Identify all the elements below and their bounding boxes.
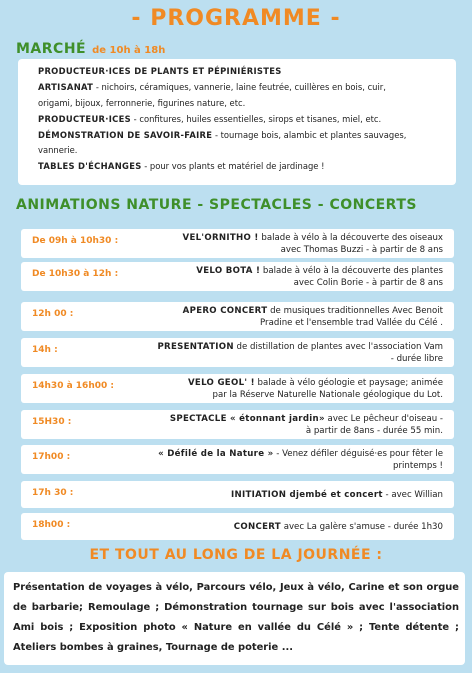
schedule-row: [21, 229, 454, 258]
market-line-text: vannerie.: [38, 145, 78, 155]
schedule-time: 17h 30 :: [32, 488, 74, 498]
programme-title: - PROGRAMME -: [131, 6, 341, 31]
schedule-description: [93, 377, 443, 401]
market-line-text: - nichoirs, céramiques, vannerie, laine feutrée, cuillères en bois, cuir,: [93, 82, 386, 92]
schedule-row: [21, 338, 454, 367]
market-line-text: origami, bijoux, ferronnerie, figurines nature, etc.: [38, 98, 246, 108]
market-line: [38, 81, 453, 94]
market-box: [18, 59, 456, 185]
schedule-time: 12h 00 :: [32, 309, 74, 319]
schedule-line1: balade à vélo à la découverte des oiseaux: [258, 233, 443, 243]
market-line: [38, 160, 453, 173]
schedule-title: VELO BOTA !: [196, 266, 261, 276]
schedule-line1: balade à vélo à la découverte des plantes: [260, 266, 443, 276]
schedule-line1: - Venez défiler déguisé·es pour fêter le: [273, 449, 443, 459]
schedule-line2: printemps !: [393, 461, 443, 471]
market-line-text: - tournage bois, alambic et plantes sauvages,: [212, 130, 407, 140]
schedule-time: 18h00 :: [32, 520, 71, 530]
market-line: [38, 97, 453, 110]
schedule-description: [103, 448, 443, 472]
schedule-line2: avec Colin Borie - à partir de 8 ans: [293, 278, 443, 288]
market-line-label: TABLES D'ÉCHANGES: [38, 161, 142, 171]
market-line: [38, 113, 453, 126]
market-heading: [16, 41, 165, 57]
schedule-row: [21, 513, 454, 540]
schedule-title: INITIATION djembé et concert: [231, 490, 383, 500]
schedule-row: [21, 481, 454, 508]
schedule-line1: avec La galère s'amuse - durée 1h30: [280, 522, 443, 532]
schedule-line2: Pradine et l'ensemble trad Vallée du Célé .: [260, 318, 443, 328]
schedule-row: [21, 410, 454, 439]
schedule-row: [21, 445, 454, 474]
schedule-line2: - durée libre: [390, 354, 443, 364]
all-day-box: [4, 572, 465, 665]
all-day-heading: ET TOUT AU LONG DE LA JOURNÉE :: [89, 547, 383, 563]
schedule-title: « Défilé de la Nature »: [158, 449, 274, 459]
schedule-time: 14h :: [32, 345, 58, 355]
market-hours: de 10h à 18h: [92, 45, 166, 56]
schedule-time: De 09h à 10h30 :: [32, 236, 119, 246]
schedule-description: [103, 413, 443, 437]
schedule-row: [21, 302, 454, 331]
market-line: [38, 129, 453, 142]
schedule-description: [103, 305, 443, 329]
market-heading-label: MARCHÉ: [16, 41, 87, 57]
schedule-title: VELO GEOL' !: [187, 378, 255, 388]
schedule-time: 14h30 à 16h00 :: [32, 381, 114, 391]
schedule-line2: avec Thomas Buzzi - à partir de 8 ans: [280, 245, 443, 255]
schedule-time: 15H30 :: [32, 417, 72, 427]
market-line-label: PRODUCTEUR·ICES: [38, 114, 131, 124]
schedule-time: 17h00 :: [32, 452, 71, 462]
schedule-description: [103, 521, 443, 533]
market-line-label: DÉMONSTRATION DE SAVOIR-FAIRE: [38, 130, 213, 140]
animations-heading: ANIMATIONS NATURE - SPECTACLES - CONCERTS: [16, 197, 417, 213]
schedule-title: PRESENTATION: [157, 342, 234, 352]
schedule-row: [21, 374, 454, 403]
schedule-description: [103, 489, 443, 501]
schedule-line1: de distillation de plantes avec l'association Vam: [233, 342, 443, 352]
schedule-title: SPECTACLE « étonnant jardin»: [169, 414, 325, 424]
schedule-title: CONCERT: [233, 522, 281, 532]
schedule-line1: balade à vélo géologie et paysage; animée: [254, 378, 443, 388]
schedule-row: [21, 262, 454, 291]
schedule-line2: par la Réserve Naturelle Nationale géologique du Lot.: [212, 390, 443, 400]
schedule-description: [103, 232, 443, 256]
all-day-text: Présentation de voyages à vélo, Parcours vélo, Jeux à vélo, Carine et son orgue de barbarie; Remoulage ; Démonstration tournage sur bois avec l'association Ami bois ; Exposition photo « Nature en vallée du Célé » ; Tente détente ; Ateliers bombes à graines, Tournage de poterie ...: [13, 582, 459, 653]
schedule-title: APERO CONCERT: [182, 306, 268, 316]
schedule-title: VEL'ORNITHO !: [182, 233, 259, 243]
market-line: [38, 65, 453, 78]
market-line-label: ARTISANAT: [38, 82, 94, 92]
schedule-line2: à partir de 8ans - durée 55 min.: [305, 426, 443, 436]
schedule-description: [103, 265, 443, 289]
market-line-text: - pour vos plants et matériel de jardinage !: [141, 161, 325, 171]
schedule-line1: de musiques traditionnelles Avec Benoit: [267, 306, 443, 316]
schedule-description: [103, 341, 443, 365]
schedule-line1: avec Le pêcheur d'oiseau -: [324, 414, 443, 424]
market-line-text: - confitures, huiles essentielles, sirops et tisanes, miel, etc.: [131, 114, 382, 124]
schedule-line1: - avec Willian: [382, 490, 443, 500]
market-line-label: PRODUCTEUR·ICES DE PLANTS ET PÉPINIÉRISTES: [38, 66, 282, 76]
market-line: [38, 144, 453, 157]
schedule-time: De 10h30 à 12h :: [32, 269, 119, 279]
